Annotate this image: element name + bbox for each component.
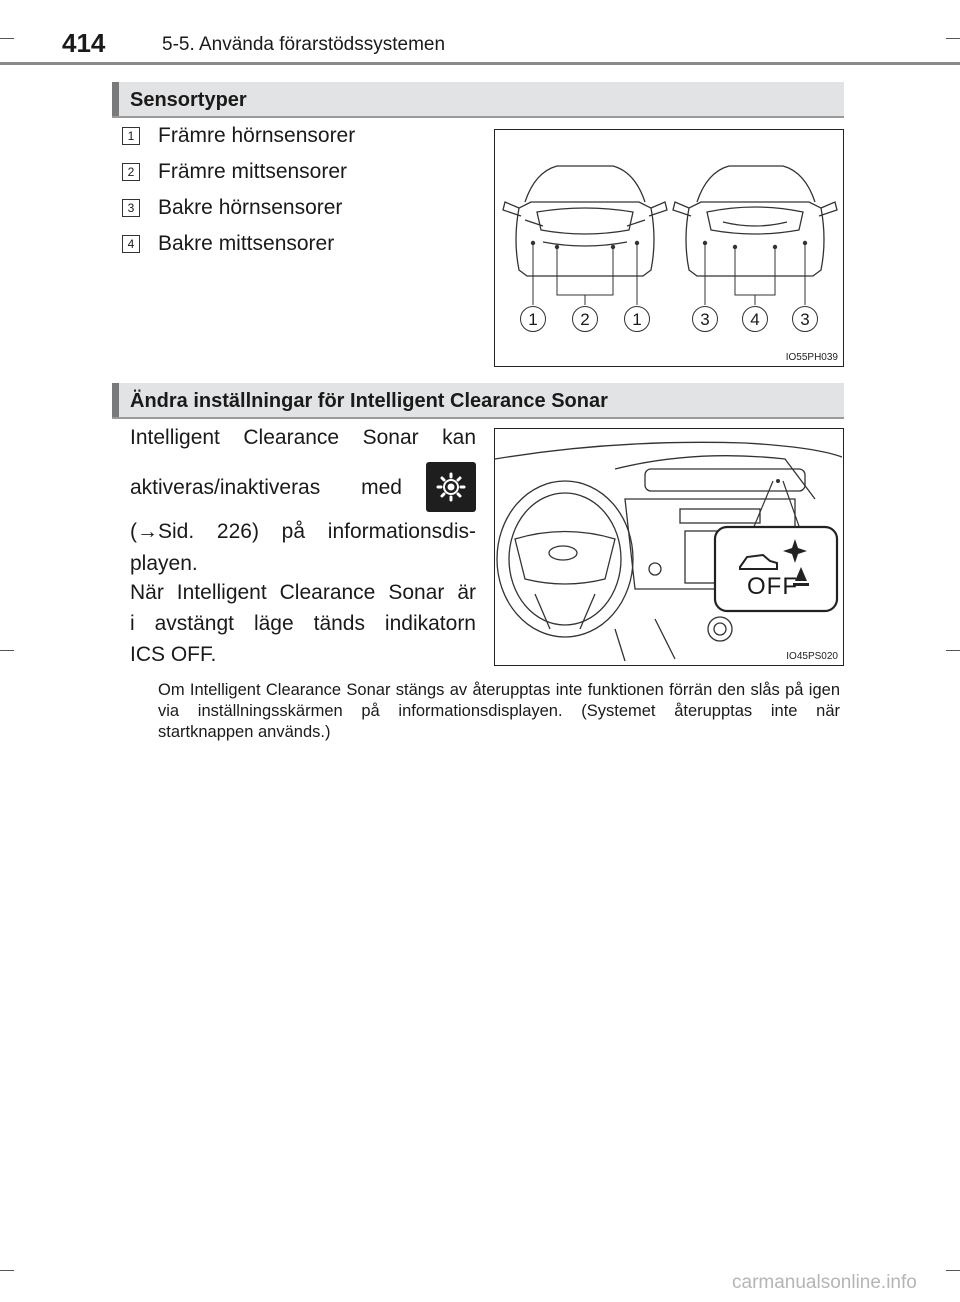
footer-watermark: carmanualsonline.info (732, 1272, 917, 1293)
ics-off-indicator-text: OFF (747, 573, 798, 600)
item-label: Främre mittsensorer (158, 160, 348, 183)
settings-gear-icon (426, 462, 476, 512)
paragraph-line: När Intelligent Clearance Sonar är (130, 581, 476, 604)
paragraph-line: i avstängt läge tänds indikatorn (130, 612, 476, 635)
item-number: 1 (122, 127, 140, 145)
sensor-location-figure (494, 129, 844, 367)
item-label: Bakre hörnsensorer (158, 196, 343, 219)
item-label: Bakre mittsensorer (158, 232, 335, 255)
paragraph-line: ICS OFF. (130, 643, 217, 666)
page-number: 414 (62, 28, 106, 58)
figure-code: IO45PS020 (786, 651, 838, 662)
paragraph-line: aktiveras/inaktiveras med (130, 476, 402, 499)
crop-mark (0, 650, 14, 651)
section-heading-sensor-types (112, 82, 844, 118)
item-number: 2 (122, 163, 140, 181)
heading-bar (112, 82, 119, 116)
callout-1: 1 (520, 306, 546, 332)
paragraph-line: playen. (130, 552, 198, 575)
crop-mark (0, 1270, 14, 1271)
crop-mark (0, 38, 14, 39)
item-number: 3 (122, 199, 140, 217)
callout-2: 2 (572, 306, 598, 332)
paragraph-line: (→Sid. 226) på informationsdis- (130, 520, 476, 543)
crop-mark (946, 38, 960, 39)
section-title: 5-5. Använda förarstödssystemen (162, 34, 446, 55)
heading-text: Ändra inställningar för Intelligent Clearance Sonar (130, 390, 608, 412)
header-rule (0, 62, 960, 65)
dashboard-illustration (495, 429, 842, 664)
section-heading-settings (112, 383, 844, 419)
sensor-list (122, 120, 492, 264)
paragraph-line: Intelligent Clearance Sonar kan (130, 426, 476, 449)
item-number: 4 (122, 235, 140, 253)
list-item (122, 156, 492, 192)
list-item (122, 120, 492, 156)
heading-bar (112, 383, 119, 417)
callout-3: 3 (692, 306, 718, 332)
callout-4: 4 (742, 306, 768, 332)
crop-mark (946, 650, 960, 651)
list-item (122, 192, 492, 228)
callout-3: 3 (792, 306, 818, 332)
figure-code: IO55PH039 (785, 352, 838, 363)
note-text: Om Intelligent Clearance Sonar stängs av återupptas inte funktionen förrän den slås på igen via inställningsskärmen på informationsdisplayen. (Systemet återupptas inte när startknappen används.) (158, 681, 840, 741)
car-illustration (495, 130, 842, 365)
list-item (122, 228, 492, 264)
dashboard-figure (494, 428, 844, 666)
heading-text: Sensortyper (130, 89, 247, 111)
item-label: Främre hörnsensorer (158, 124, 356, 147)
crop-mark (946, 1270, 960, 1271)
callout-1: 1 (624, 306, 650, 332)
